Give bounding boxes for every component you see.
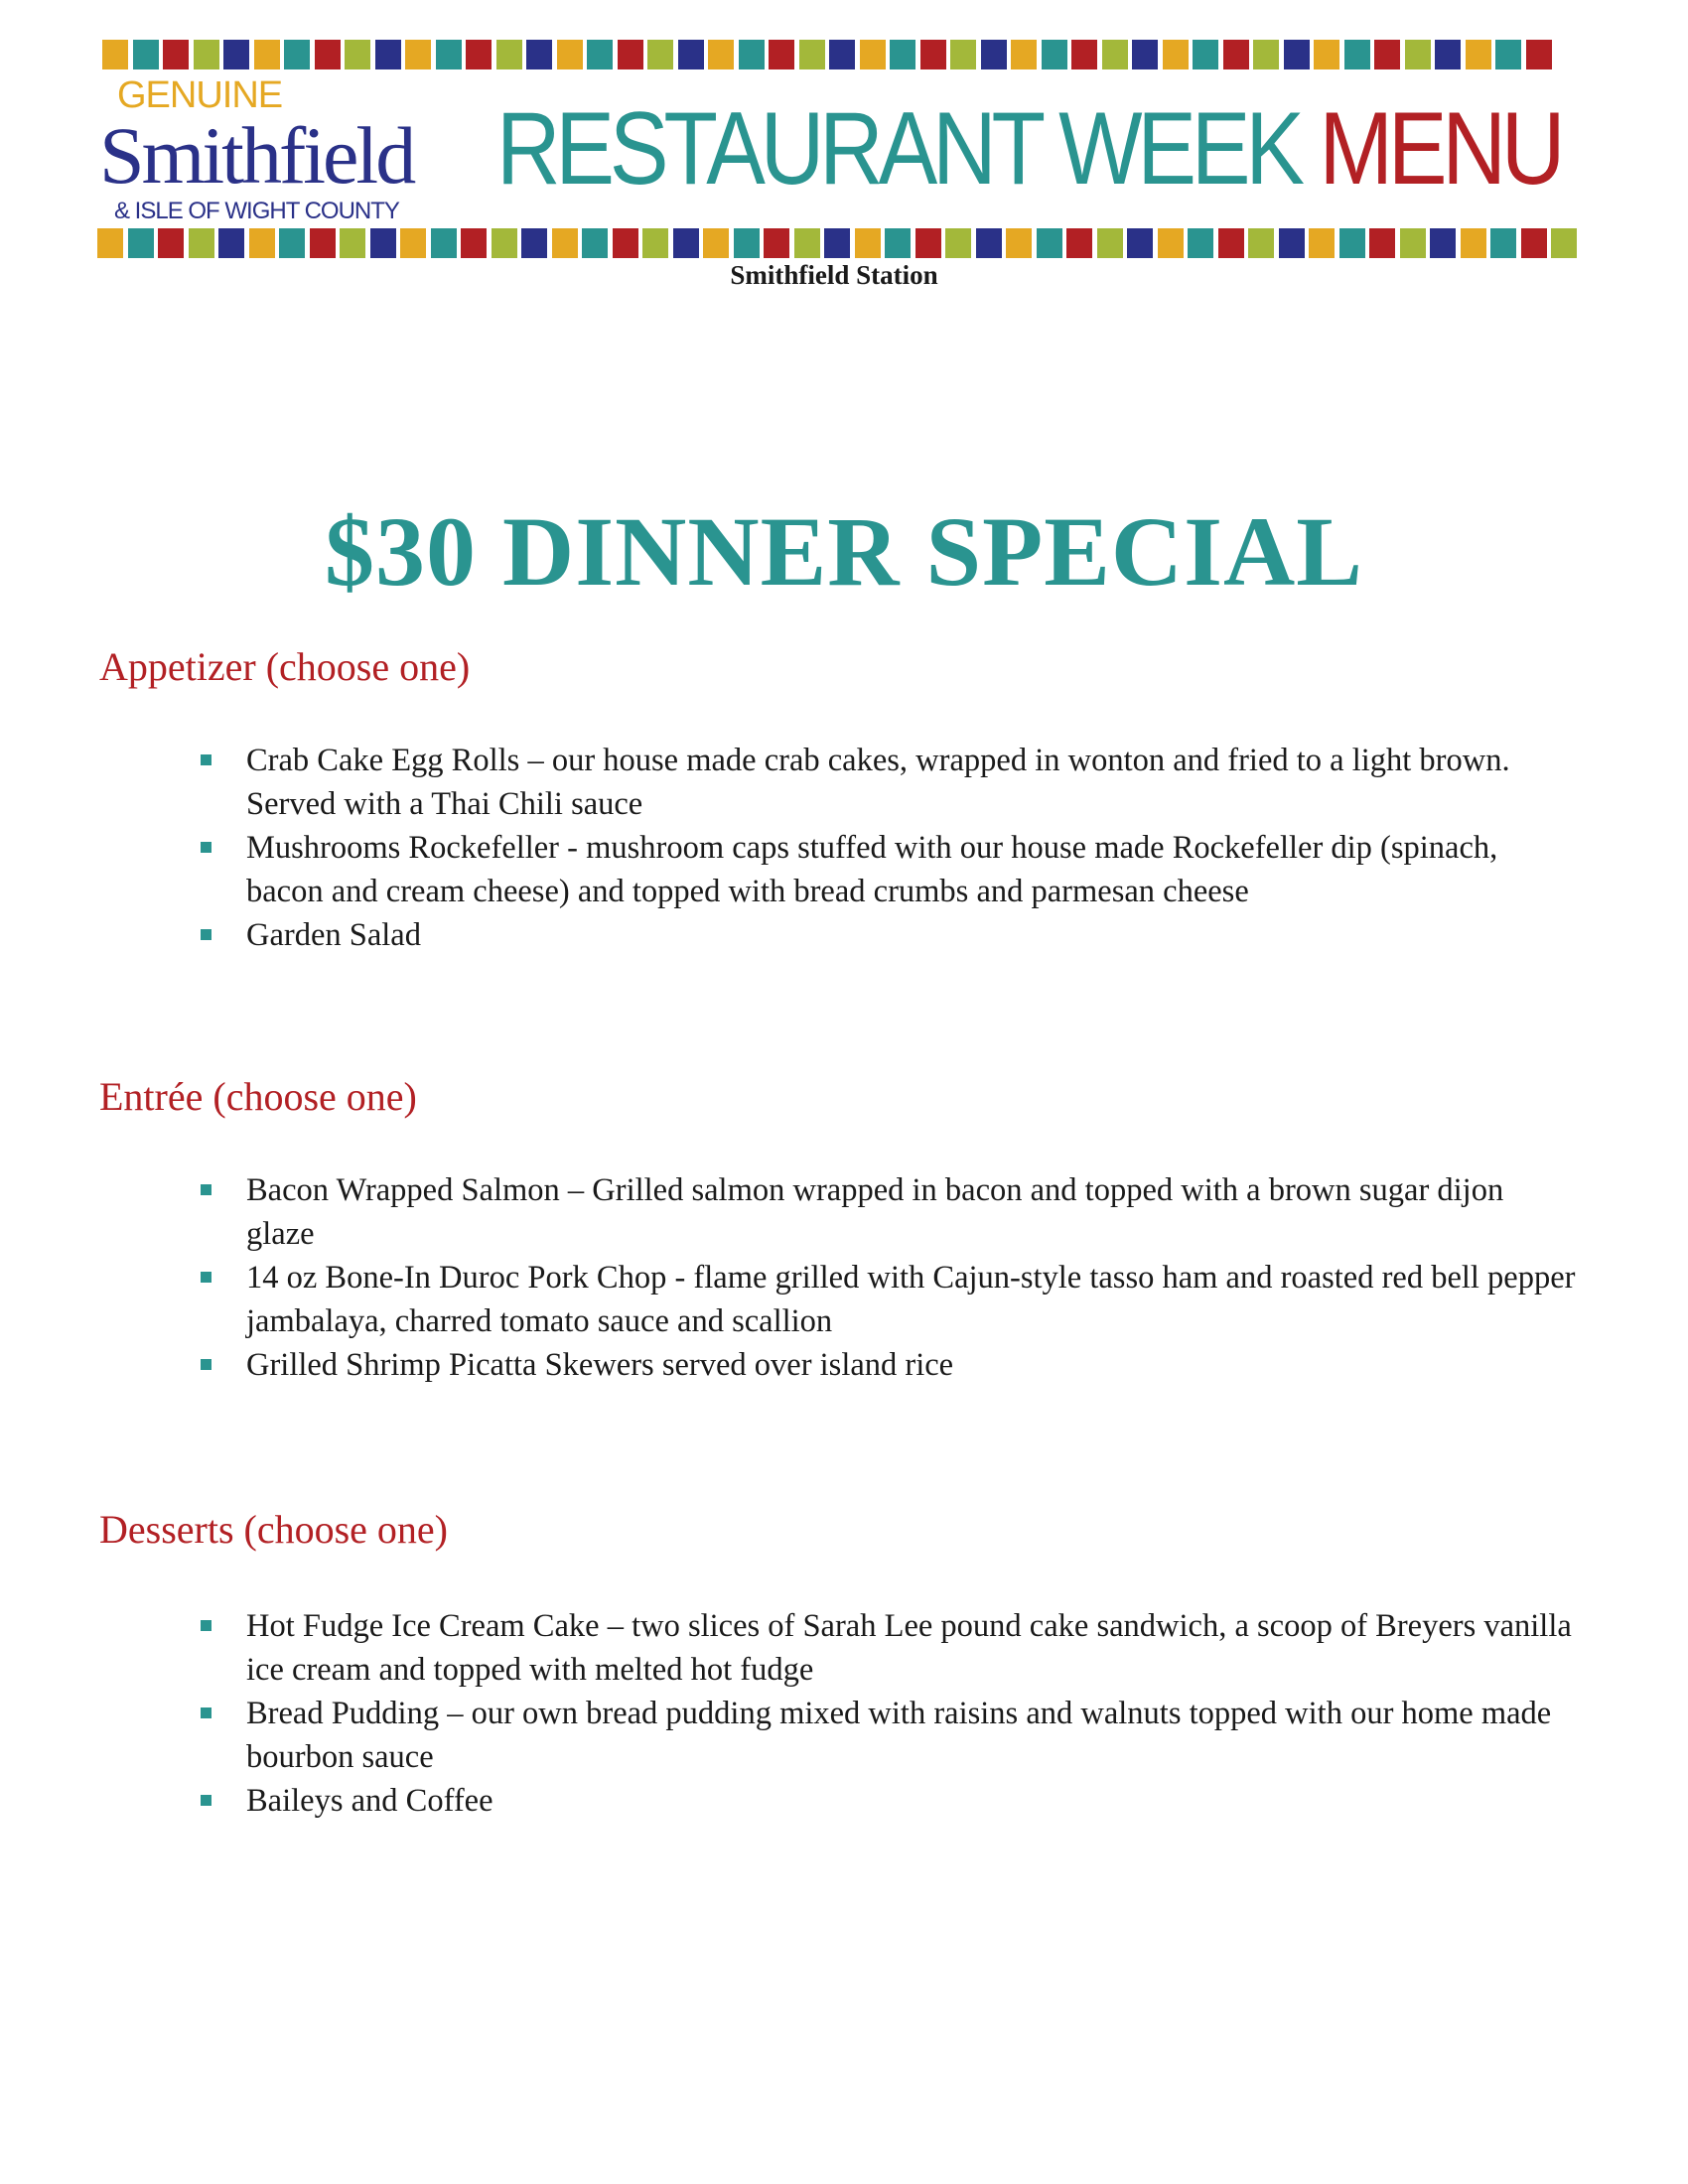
entree-list — [246, 1168, 1577, 1387]
decorative-square — [734, 228, 760, 258]
decorative-square — [799, 40, 825, 69]
banner-restaurant-week: RESTAURANT WEEK — [496, 91, 1300, 206]
decorative-square — [1218, 228, 1244, 258]
decorative-square — [1011, 40, 1037, 69]
dinner-special-title: $30 DINNER SPECIAL — [325, 496, 1363, 607]
item-text: Baileys and Coffee — [246, 1783, 493, 1819]
decorative-square — [678, 40, 704, 69]
square-bullet-icon — [201, 1795, 211, 1806]
desserts-section — [99, 1506, 1589, 1819]
square-bullet-icon — [201, 1707, 211, 1718]
decorative-square — [1066, 228, 1092, 258]
decorative-square — [461, 228, 487, 258]
decorative-square — [521, 228, 547, 258]
decorative-square — [552, 228, 578, 258]
restaurant-week-menu-banner — [496, 91, 1561, 206]
decorative-square — [1344, 40, 1370, 69]
list-item — [246, 1692, 1577, 1779]
item-text: Garden Salad — [246, 917, 421, 953]
item-text: Bread Pudding – our own bread pudding mixed with raisins and walnuts topped with our home made bourbon sauce — [246, 1696, 1552, 1775]
decorative-square — [582, 228, 608, 258]
decorative-square — [1006, 228, 1032, 258]
decorative-square — [1284, 40, 1310, 69]
decorative-square — [1248, 228, 1274, 258]
list-item — [246, 913, 1577, 957]
decorative-square — [1551, 228, 1577, 258]
decorative-square — [370, 228, 396, 258]
list-item — [246, 1343, 1577, 1387]
decorative-square — [642, 228, 668, 258]
list-item — [246, 1604, 1577, 1692]
decorative-square — [496, 40, 522, 69]
decorative-square — [890, 40, 915, 69]
appetizer-section — [99, 643, 1589, 953]
decorative-square — [1102, 40, 1128, 69]
item-text: Grilled Shrimp Picatta Skewers served over island rice — [246, 1347, 954, 1383]
decorative-square — [618, 40, 643, 69]
decorative-square — [647, 40, 673, 69]
decorative-square — [885, 228, 911, 258]
decorative-square — [557, 40, 583, 69]
square-bullet-icon — [201, 1359, 211, 1370]
decorative-square — [526, 40, 552, 69]
decorative-square — [158, 228, 184, 258]
logo-smithfield-text: Smithfield — [99, 110, 414, 201]
decorative-square — [1309, 228, 1335, 258]
item-text: Bacon Wrapped Salmon – Grilled salmon wrapped in bacon and topped with a brown sugar dijon glaze — [246, 1172, 1504, 1252]
decorative-square — [1253, 40, 1279, 69]
decorative-square — [97, 228, 123, 258]
decorative-square — [1158, 228, 1184, 258]
decorative-square — [587, 40, 613, 69]
decorative-square — [1193, 40, 1218, 69]
appetizer-list — [246, 739, 1577, 957]
decorative-square — [189, 228, 214, 258]
decorative-square — [1466, 40, 1491, 69]
list-item — [246, 826, 1577, 913]
decorative-square — [764, 228, 789, 258]
decorative-square — [128, 228, 154, 258]
decorative-square — [1339, 228, 1365, 258]
restaurant-name: Smithfield Station — [730, 260, 938, 290]
decorative-square — [1132, 40, 1158, 69]
decorative-square — [1521, 228, 1547, 258]
decorative-square — [829, 40, 855, 69]
list-item — [246, 1168, 1577, 1256]
decorative-square — [1188, 228, 1213, 258]
decorative-square — [1037, 228, 1062, 258]
square-bullet-icon — [201, 754, 211, 765]
decorative-square — [1071, 40, 1097, 69]
decorative-square — [1127, 228, 1153, 258]
decorative-square — [1430, 228, 1456, 258]
decorative-square — [950, 40, 976, 69]
square-bullet-icon — [201, 1272, 211, 1283]
decorative-square — [769, 40, 794, 69]
square-bullet-icon — [201, 1184, 211, 1195]
logo-isle-of-wight-text: & ISLE OF WIGHT COUNTY — [114, 198, 399, 224]
list-item — [246, 739, 1577, 826]
decorative-square — [1490, 228, 1516, 258]
decorative-square — [981, 40, 1007, 69]
decorative-square — [1435, 40, 1461, 69]
item-text: 14 oz Bone-In Duroc Pork Chop - flame grilled with Cajun-style tasso ham and roasted red bell pepper jambalaya, charred tomato sauce and scallion — [246, 1260, 1576, 1339]
square-bullet-icon — [201, 842, 211, 853]
genuine-smithfield-logo — [99, 0, 477, 228]
decorative-square — [310, 228, 336, 258]
decorative-square — [1097, 228, 1123, 258]
list-item — [246, 1779, 1577, 1823]
decorative-square — [1369, 228, 1395, 258]
decorative-square — [1405, 40, 1431, 69]
decorative-square — [824, 228, 850, 258]
item-text: Hot Fudge Ice Cream Cake – two slices of Sarah Lee pound cake sandwich, a scoop of Breyers vanilla ice cream and topped with melted hot fudge — [246, 1608, 1572, 1688]
decorative-square — [340, 228, 365, 258]
decorative-square — [1374, 40, 1400, 69]
decorative-square — [703, 228, 729, 258]
decorative-square — [915, 228, 941, 258]
decorative-square — [794, 228, 820, 258]
decorative-square — [1042, 40, 1067, 69]
square-bullet-icon — [201, 929, 211, 940]
decorative-square — [673, 228, 699, 258]
decorative-square — [1461, 228, 1486, 258]
decorative-square — [1526, 40, 1552, 69]
item-text: Mushrooms Rockefeller - mushroom caps stuffed with our house made Rockefeller dip (spinach, bacon and cream cheese) and topped with bread crumbs and parmesan cheese — [246, 830, 1498, 909]
entree-section — [99, 1073, 1589, 1383]
decorative-square — [1314, 40, 1339, 69]
section-heading: Desserts (choose one) — [99, 1507, 448, 1552]
item-text: Crab Cake Egg Rolls – our house made crab cakes, wrapped in wonton and fried to a light brown. Served with a Thai Chili sauce — [246, 743, 1510, 822]
decorative-square — [1163, 40, 1189, 69]
decorative-square — [1279, 228, 1305, 258]
decorative-square — [860, 40, 886, 69]
decorative-square — [739, 40, 765, 69]
decorative-square — [1223, 40, 1249, 69]
decorative-square — [249, 228, 275, 258]
decorative-square — [1400, 228, 1426, 258]
square-bullet-icon — [201, 1620, 211, 1631]
decorative-square — [218, 228, 244, 258]
decorative-square — [613, 228, 638, 258]
decorative-square — [279, 228, 305, 258]
decorative-square — [920, 40, 946, 69]
desserts-list — [246, 1604, 1577, 1823]
list-item — [246, 1256, 1577, 1343]
decorative-square — [945, 228, 971, 258]
banner-menu: MENU — [1319, 91, 1561, 206]
section-heading: Entrée (choose one) — [99, 1074, 417, 1119]
logo-genuine-text: GENUINE — [117, 74, 283, 116]
decorative-square — [708, 40, 734, 69]
decorative-square — [976, 228, 1002, 258]
decorative-square — [400, 228, 426, 258]
decorative-square — [431, 228, 457, 258]
decorative-square-border-bottom — [0, 228, 1688, 258]
section-heading: Appetizer (choose one) — [99, 644, 471, 689]
decorative-square — [492, 228, 517, 258]
decorative-square — [855, 228, 881, 258]
decorative-square — [1495, 40, 1521, 69]
